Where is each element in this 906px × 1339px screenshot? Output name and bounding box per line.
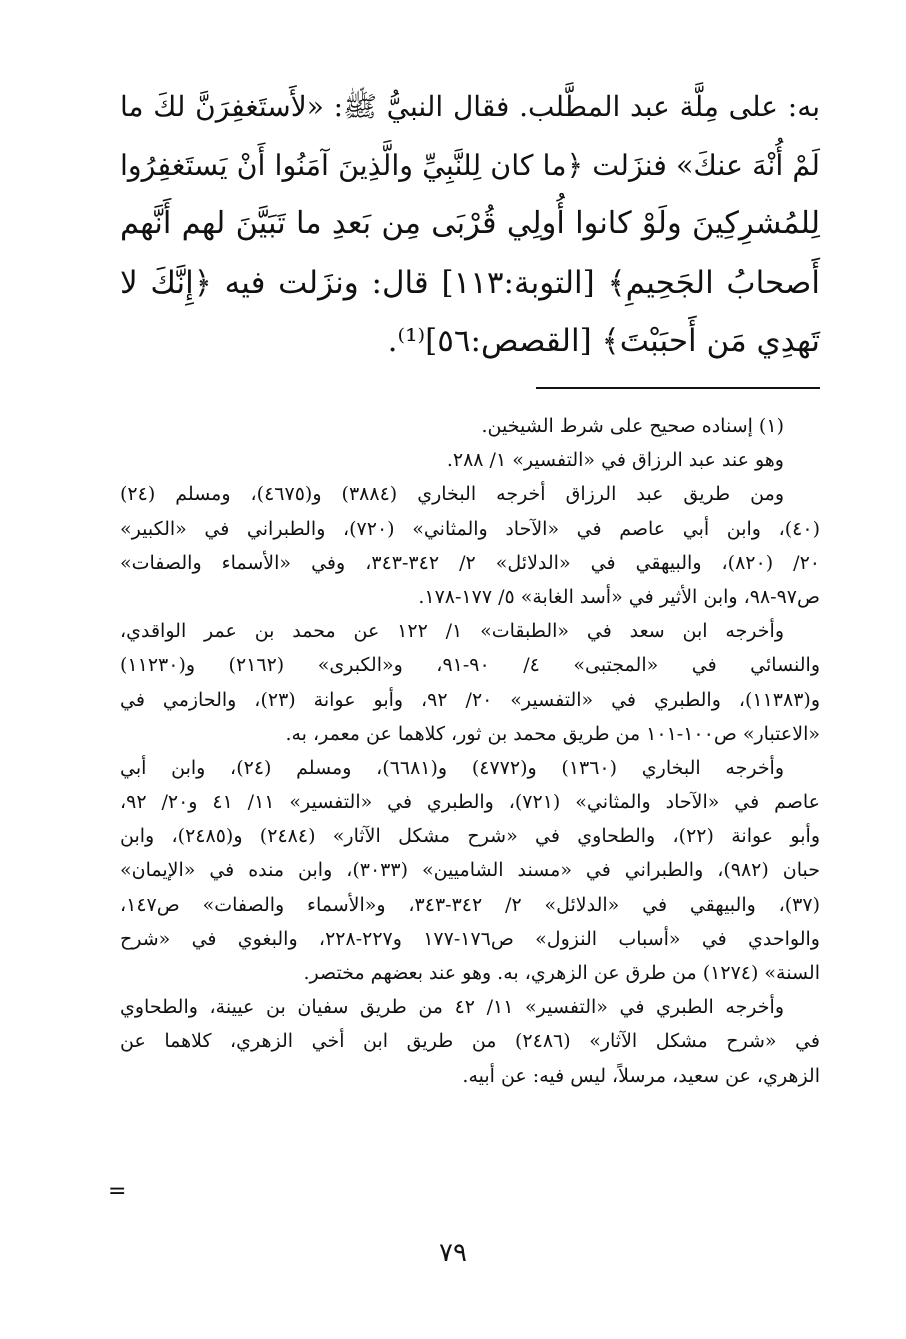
footnote-line: الزهري، عن سعيد، مرسلاً، ليس فيه: عن أبيه. (462, 1064, 820, 1087)
footnote-line: و(١١٣٨٣)، والطبري في «التفسير» ٢٠/ ٩٢، وأبو عوانة (٢٣)، والحازمي في (120, 688, 820, 711)
continuation-mark: = (108, 1179, 127, 1204)
footnote-line: ومن طريق عبد الرزاق أخرجه البخاري (٣٨٨٤) و(٤٦٧٥)، ومسلم (٢٤) (120, 483, 785, 506)
footnote-paragraph (120, 409, 820, 443)
main-text (120, 78, 820, 371)
footnote-divider (536, 387, 820, 389)
main-text-line: لَمْ أُنْهَ عنكَ» فنزَلت ﴿ما كان لِلنَّبِيِّ والَّذِينَ آمَنُوا أَنْ يَستَغفِرُوا (120, 148, 820, 182)
footnote-line: والواحدي في «أسباب النزول» ص١٧٦-١٧٧ و٢٢٧-٢٢٨، والبغوي في «شرح (120, 927, 820, 950)
footnote-line: في «شرح مشكل الآثار» (٢٤٨٦) من طريق ابن أخي الزهري، كلاهما عن (120, 1030, 820, 1053)
footnote-line: وأخرجه ابن سعد في «الطبقات» ١/ ١٢٢ عن محمد بن عمر الواقدي، (120, 620, 784, 643)
footnote-line: السنة» (١٢٧٤) من طرق عن الزهري، به. وهو عند بعضهم مختصر. (303, 962, 820, 984)
footnote-line: (٣٧)، والبيهقي في «الدلائل» ٢/ ٣٤٢-٣٤٣، و«الأسماء والصفات» ص١٤٧، (120, 893, 820, 916)
footnote-paragraph (120, 990, 820, 1093)
footnote-paragraph (120, 751, 820, 990)
footnotes (120, 409, 820, 1093)
footnote-line: (١) إسناده صحيح على شرط الشيخين. (481, 415, 784, 437)
main-text-line: به: على مِلَّة عبد المطَّلب. فقال النبيُّ ﷺ: «لأَستَغفِرَنَّ لكَ ما (120, 90, 820, 123)
page-number: ٧٩ (439, 1238, 467, 1268)
footnote-line: «الاعتبار» ص١٠٠-١٠١ من طريق محمد بن ثور، كلاهما عن معمر، به. (285, 722, 820, 745)
footnote-paragraph (120, 443, 820, 477)
footnote-paragraph (120, 614, 820, 751)
main-text-line: تَهدِي مَن أَحبَبْتَ﴾ [القصص:٥٦]⁽¹⁾. (387, 323, 820, 359)
footnote-line: وأخرجه البخاري (١٣٦٠) و(٤٧٧٢) و(٦٦٨١)، ومسلم (٢٤)، وابن أبي (120, 756, 785, 779)
footnote-line: (٤٠)، وابن أبي عاصم في «الآحاد والمثاني» (٧٢٠)، والطبراني في «الكبير» (120, 517, 820, 540)
footnote-paragraph (120, 477, 820, 614)
footnote-line: عاصم في «الآحاد والمثاني» (٧٢١)، والطبري في «التفسير» ١١/ ٤١ و٢٠/ ٩٢، (120, 791, 820, 814)
main-text-line: لِلمُشرِكِينَ ولَوْ كانوا أُولِي قُرْبَى مِن بَعدِ ما تَبَيَّنَ لهم أَنَّهم (120, 206, 820, 241)
footnote-line: ص٩٧-٩٨، وابن الأثير في «أسد الغابة» ٥/ ١٧٧-١٧٨. (418, 585, 820, 608)
main-text-line: أَصحابُ الجَحِيمِ﴾ [التوبة:١١٣] قال: ونزَلت فيه ﴿إِنَّكَ لا (120, 264, 820, 301)
footnote-line: ٢٠/ (٨٢٠)، والبيهقي في «الدلائل» ٢/ ٣٤٢-٣٤٣، وفي «الأسماء والصفات» (120, 551, 821, 574)
footnote-line: وأبو عوانة (٢٢)، والطحاوي في «شرح مشكل الآثار» (٢٤٨٤) و(٢٤٨٥)، وابن (120, 825, 820, 848)
footnote-line: حبان (٩٨٢)، والطبراني في «مسند الشاميين» (٣٠٣٣)، وابن منده في «الإيمان» (120, 859, 820, 882)
footnote-line: وأخرجه الطبري في «التفسير» ١١/ ٤٢ من طريق سفيان بن عيينة، والطحاوي (120, 996, 784, 1019)
footnote-line: وهو عند عبد الرزاق في «التفسير» ١/ ٢٨٨. (446, 449, 784, 472)
footnote-line: والنسائي في «المجتبى» ٤/ ٩٠-٩١، و«الكبرى» (٢١٦٢) و(١١٢٣٠) (120, 654, 820, 677)
